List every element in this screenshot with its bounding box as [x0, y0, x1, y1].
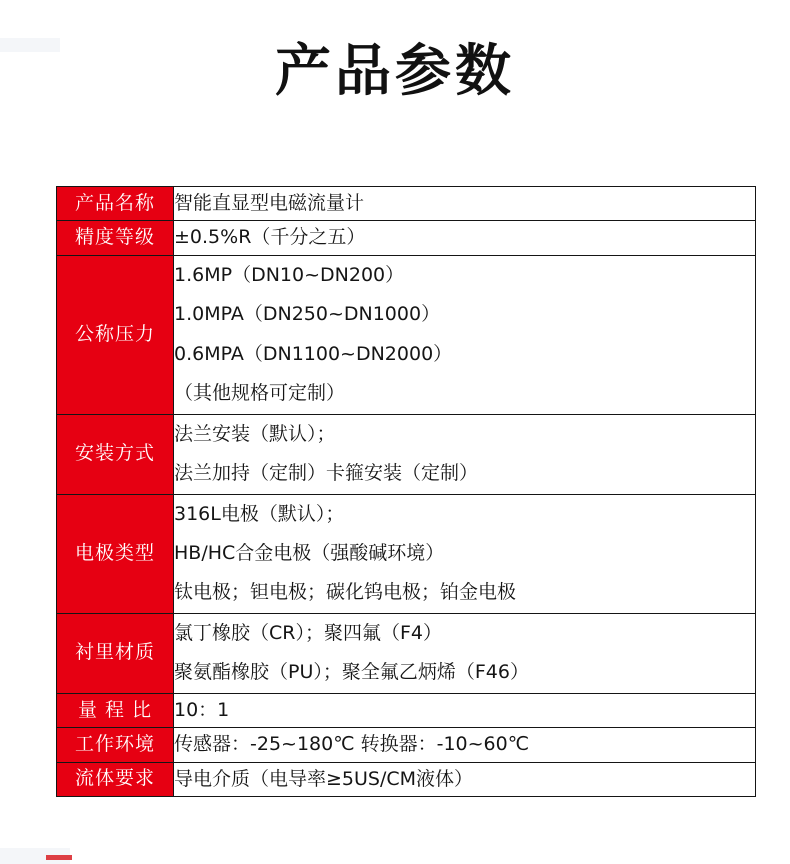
value-line: 0.6MPA（DN1100~DN2000）: [174, 342, 453, 365]
value-line: 聚氨酯橡胶（PU）；聚全氟乙炳烯（F46）: [174, 661, 529, 684]
value-line: ±0.5%R（千分之五）: [174, 226, 366, 249]
row-label-nominal-pressure: 公称压力: [57, 255, 174, 414]
value-line: 10：1: [174, 698, 230, 721]
value-line: 导电介质（电导率≥5US/CM液体）: [174, 767, 474, 790]
table-row: [57, 693, 756, 727]
value-line: 法兰加持（定制）卡箍安装（定制）: [174, 462, 479, 485]
row-label-working-environment: 工作环境: [57, 728, 174, 762]
value-line: 钛电极；钽电极；碳化钨电极；铂金电极: [174, 581, 517, 604]
row-label-installation: 安装方式: [57, 414, 174, 494]
row-label-fluid-requirement: 流体要求: [57, 762, 174, 796]
value-line: HB/HC合金电极（强酸碱环境）: [174, 541, 445, 564]
table-row: [57, 221, 756, 255]
row-value-range-ratio: [174, 693, 756, 727]
top-left-accent: [0, 38, 60, 52]
row-value-working-environment: [174, 728, 756, 762]
row-value-product-name: [174, 187, 756, 221]
value-line: 316L电极（默认）；: [174, 502, 345, 525]
table-row: [57, 187, 756, 221]
table-row: [57, 613, 756, 693]
value-line: 智能直显型电磁流量计: [174, 192, 365, 214]
row-label-product-name: 产品名称: [57, 187, 174, 221]
value-line: 氯丁橡胶（CR）；聚四氟（F4）: [174, 621, 442, 644]
table-row: [57, 762, 756, 796]
value-line: 1.6MP（DN10~DN200）: [174, 263, 405, 286]
row-label-lining-material: 衬里材质: [57, 613, 174, 693]
row-value-lining-material: [174, 613, 756, 693]
row-label-range-ratio: 量 程 比: [57, 693, 174, 727]
value-line: （其他规格可定制）: [174, 382, 346, 405]
row-value-nominal-pressure: [174, 255, 756, 414]
bottom-left-red-accent: [46, 855, 72, 860]
value-line: 法兰安装（默认）；: [174, 422, 336, 445]
product-spec-table: [56, 186, 756, 797]
row-label-accuracy-class: 精度等级: [57, 221, 174, 255]
spec-table-container: [56, 186, 756, 797]
row-label-electrode-type: 电极类型: [57, 494, 174, 613]
value-line: 传感器：-25~180℃ 转换器：-10~60℃: [174, 733, 530, 756]
row-value-installation: [174, 414, 756, 494]
table-row: [57, 728, 756, 762]
value-line: 1.0MPA（DN250~DN1000）: [174, 303, 441, 326]
row-value-fluid-requirement: [174, 762, 756, 796]
table-row: [57, 255, 756, 414]
row-value-accuracy-class: [174, 221, 756, 255]
spec-table-body: [57, 187, 756, 797]
table-row: [57, 494, 756, 613]
row-value-electrode-type: [174, 494, 756, 613]
table-row: [57, 414, 756, 494]
page-title: 产品参数: [275, 39, 515, 104]
